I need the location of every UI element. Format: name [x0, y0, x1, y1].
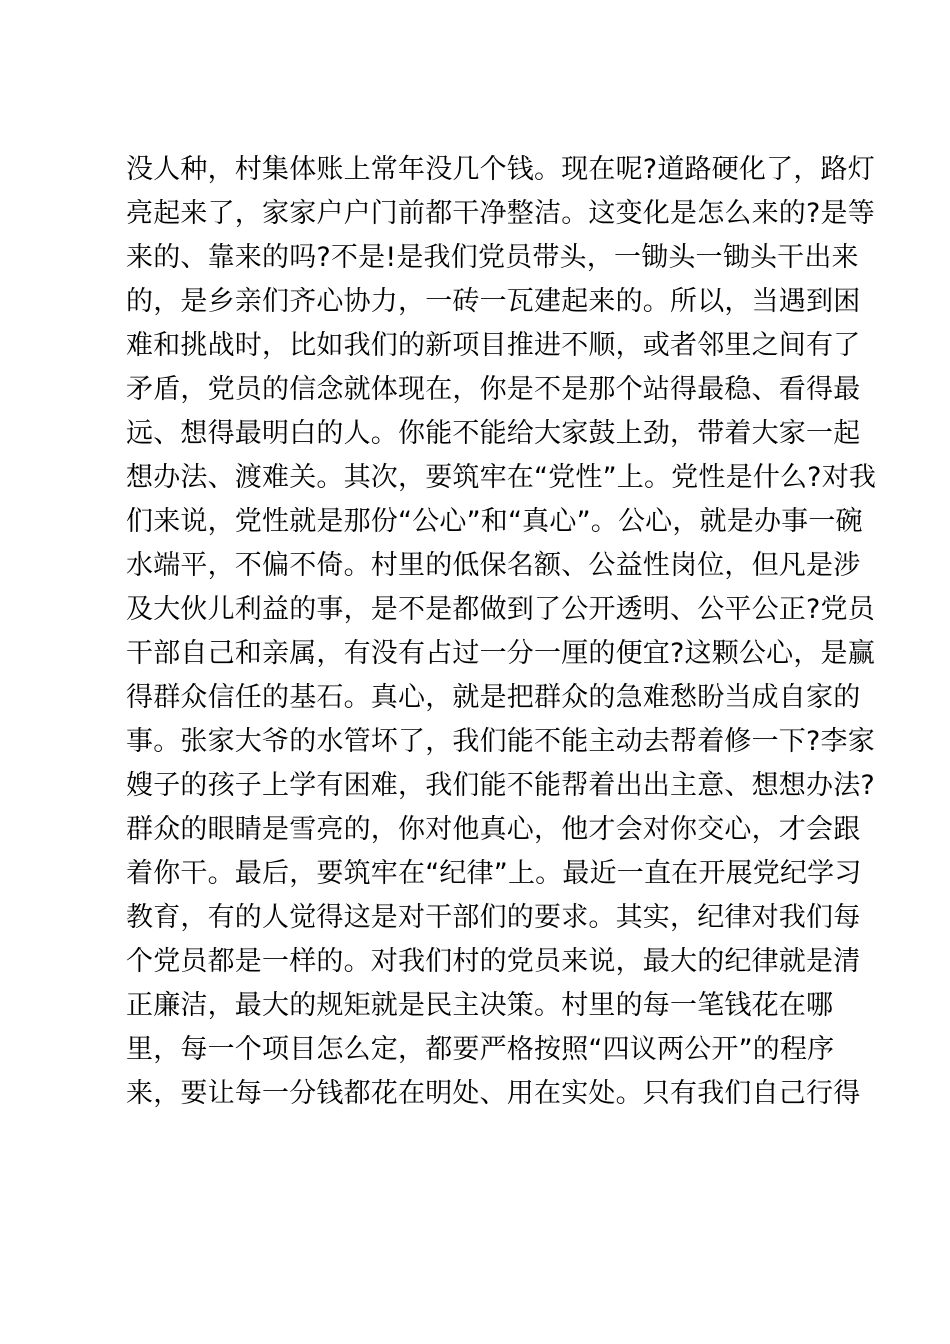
- text-line-9: 们来说，党性就是那份“公心”和“真心”。公心，就是办事一碗: [126, 506, 863, 537]
- text-line-22: 来，要让每一分钱都花在明处、用在实处。只有我们自己行得: [126, 1078, 861, 1109]
- body-text: [126, 148, 877, 1116]
- text-line-13: 得群众信任的基石。真心，就是把群众的急难愁盼当成自家的: [126, 682, 861, 713]
- text-line-8: 想办法、渡难关。其次，要筑牢在“党性”上。党性是什么?对我: [126, 462, 877, 493]
- text-line-1: 没人种，村集体账上常年没几个钱。现在呢?道路硬化了，路灯: [126, 154, 875, 185]
- text-line-6: 矛盾，党员的信念就体现在，你是不是那个站得最稳、看得最: [126, 374, 861, 405]
- text-line-16: 群众的眼睛是雪亮的，你对他真心，他才会对你交心，才会跟: [126, 814, 861, 845]
- text-line-11: 及大伙儿利益的事，是不是都做到了公开透明、公平公正?党员: [126, 594, 875, 625]
- text-line-21: 里，每一个项目怎么定，都要严格按照“四议两公开”的程序: [126, 1034, 835, 1065]
- text-line-4: 的，是乡亲们齐心协力，一砖一瓦建起来的。所以，当遇到困: [126, 286, 861, 317]
- text-line-3: 来的、靠来的吗?不是!是我们党员带头，一锄头一锄头干出来: [126, 242, 859, 273]
- text-line-19: 个党员都是一样的。对我们村的党员来说，最大的纪律就是清: [126, 946, 861, 977]
- text-line-10: 水端平，不偏不倚。村里的低保名额、公益性岗位，但凡是涉: [126, 550, 861, 581]
- text-line-17: 着你干。最后，要筑牢在“纪律”上。最近一直在开展党纪学习: [126, 858, 862, 889]
- text-line-14: 事。张家大爷的水管坏了，我们能不能主动去帮着修一下?李家: [126, 726, 875, 757]
- text-line-5: 难和挑战时，比如我们的新项目推进不顺，或者邻里之间有了: [126, 330, 861, 361]
- text-line-18: 教育，有的人觉得这是对干部们的要求。其实，纪律对我们每: [126, 902, 861, 933]
- text-line-7: 远、想得最明白的人。你能不能给大家鼓上劲，带着大家一起: [126, 418, 861, 449]
- text-line-12: 干部自己和亲属，有没有占过一分一厘的便宜?这颗公心，是赢: [126, 638, 875, 669]
- text-line-15: 嫂子的孩子上学有困难，我们能不能帮着出出主意、想想办法?: [126, 770, 875, 801]
- text-line-20: 正廉洁，最大的规矩就是民主决策。村里的每一笔钱花在哪: [126, 990, 834, 1021]
- text-line-2: 亮起来了，家家户户门前都干净整洁。这变化是怎么来的?是等: [126, 198, 875, 229]
